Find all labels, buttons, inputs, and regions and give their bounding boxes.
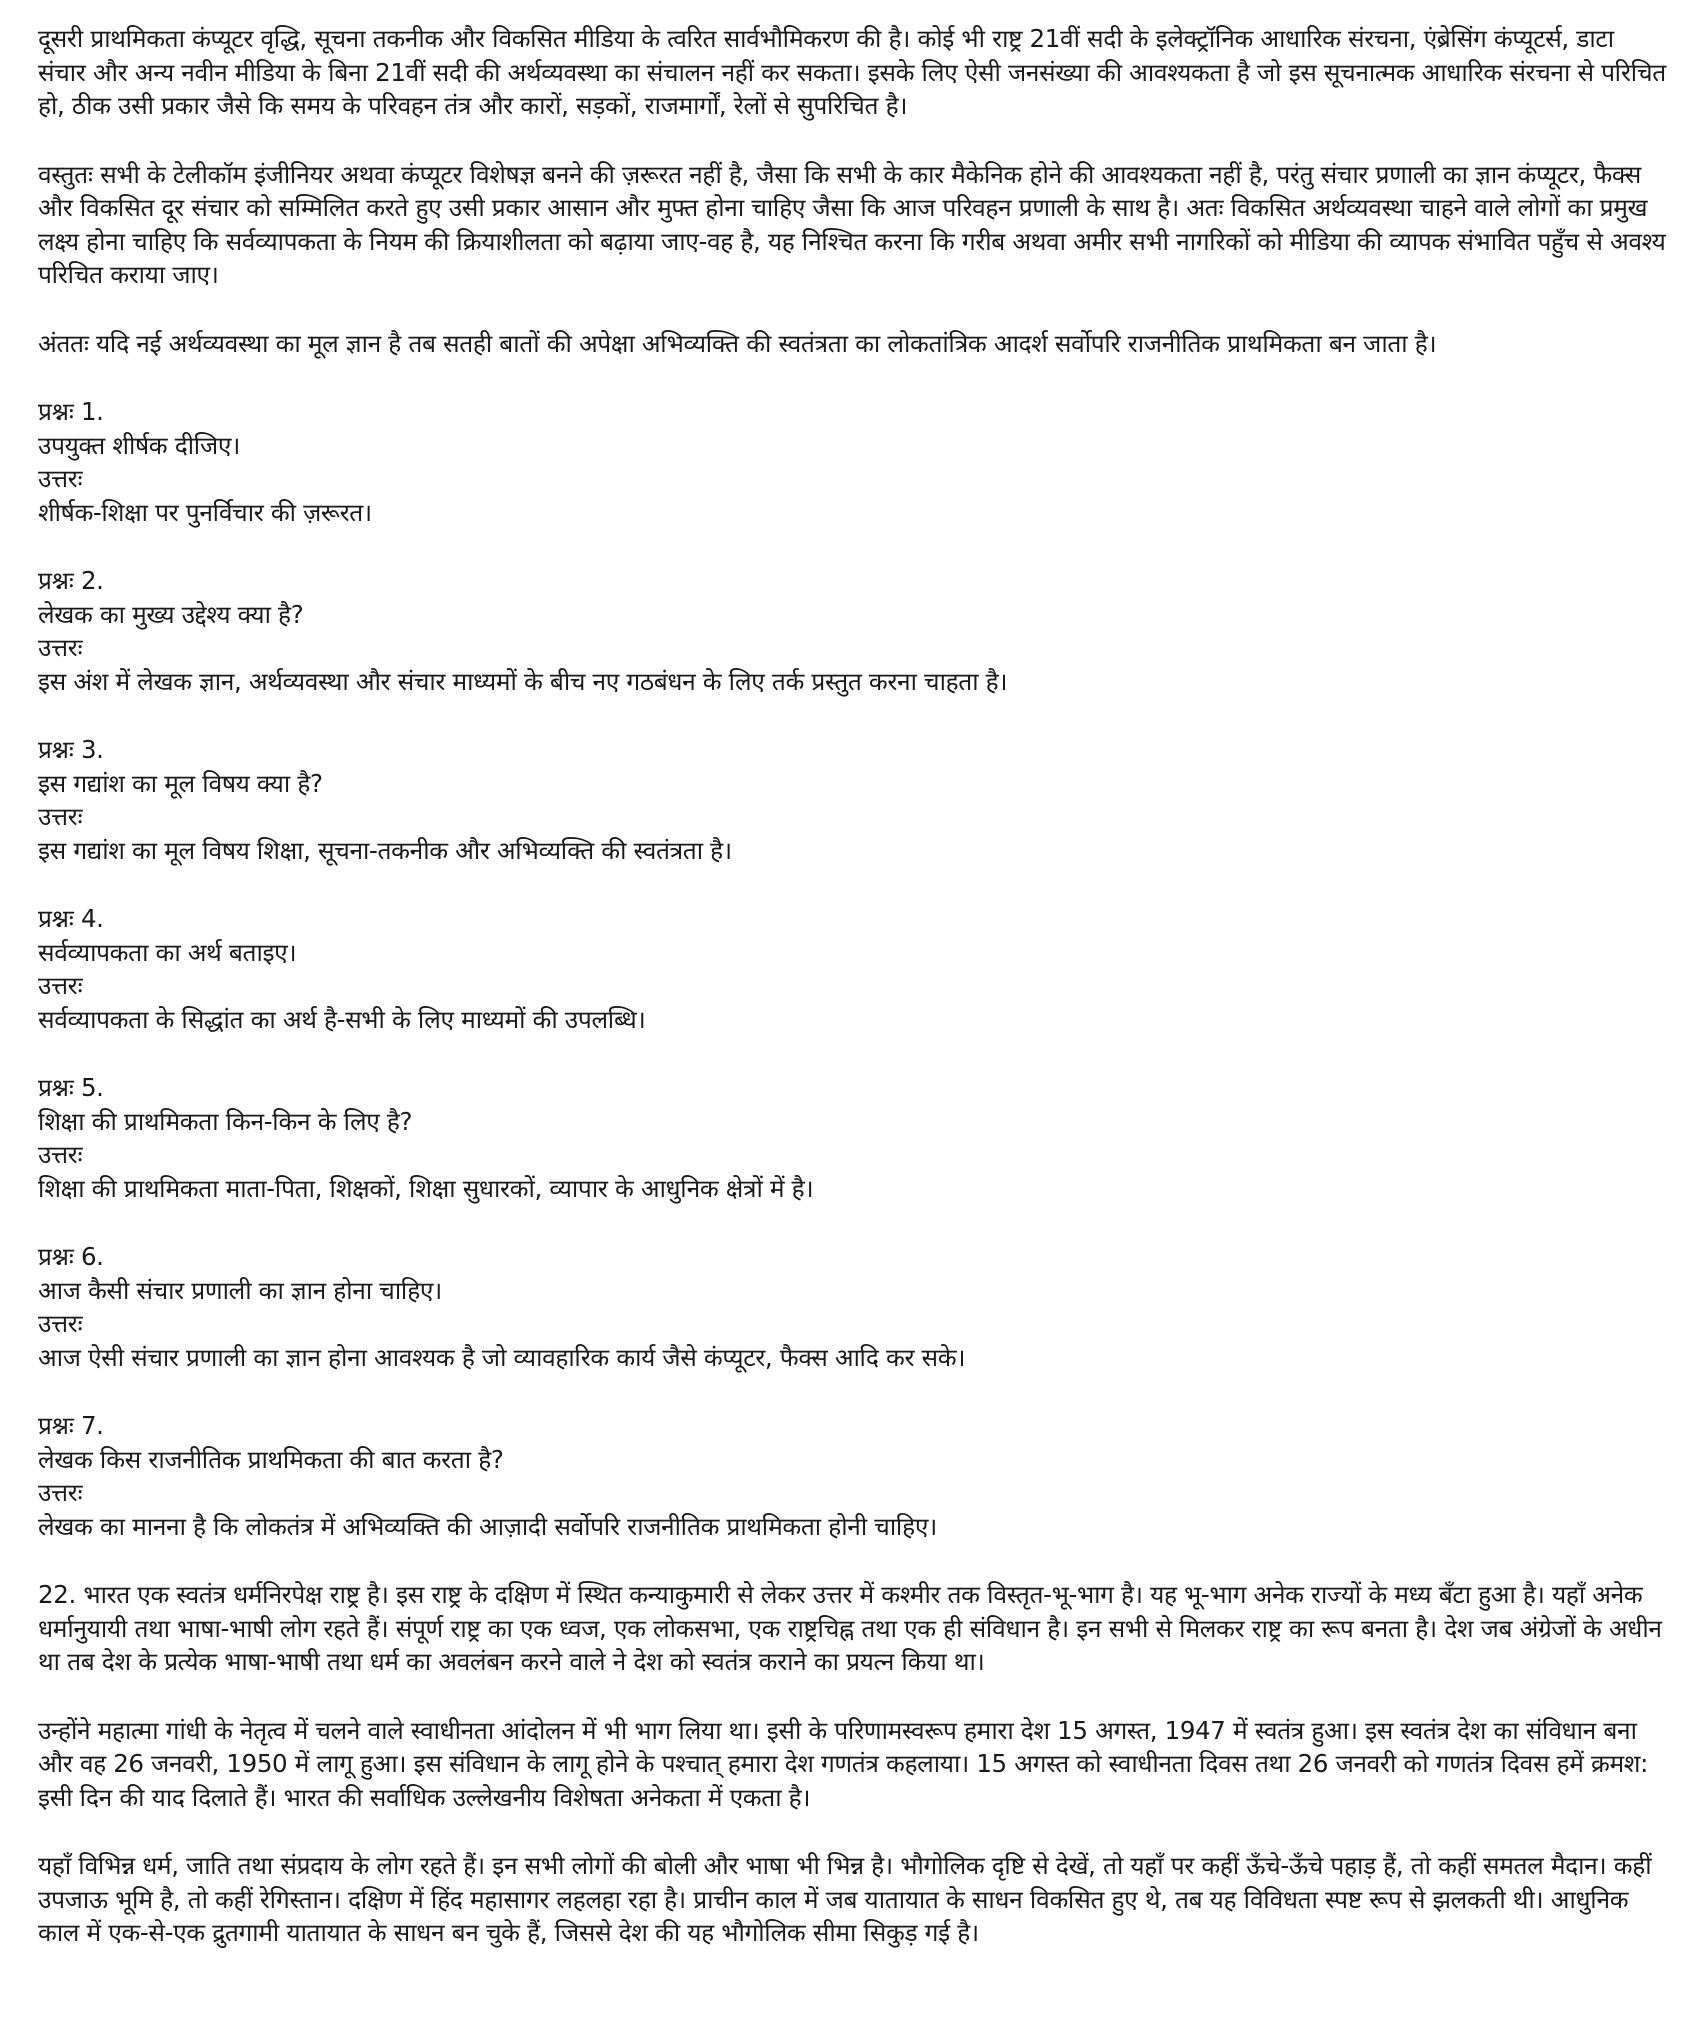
question-block-2 xyxy=(38,564,1666,698)
passage-22-paragraph-2: उन्होंने महात्मा गांधी के नेतृत्व में चलने वाले स्वाधीनता आंदोलन में भी भाग लिया था। इसी के परिणामस्वरूप हमारा देश 15 अगस्त, 1947 में स्वतंत्र हुआ। इस स्वतंत्र देश का संविधान बना और वह 26 जनवरी, 1950 में लागू हुआ। इस संविधान के लागू होने के पश्चात् हमारा देश गणतंत्र कहलाया। 15 अगस्त को स्वाधीनता दिवस तथा 26 जनवरी को गणतंत्र दिवस हमें क्रमश: इसी दिन की याद दिलाते हैं। भारत की सर्वाधिक उल्लेखनीय विशेषता अनेकता में एकता है। xyxy=(38,1715,1648,1812)
passage-paragraph-3: अंततः यदि नई अर्थव्यवस्था का मूल ज्ञान है तब सतही बातों की अपेक्षा अभिव्यक्ति की स्वतंत्रता का लोकतांत्रिक आदर्श सर्वोपरि राजनीतिक प्राथमिकता बन जाता है। xyxy=(38,328,1437,358)
passage-paragraph-1: दूसरी प्राथमिकता कंप्यूटर वृद्धि, सूचना तकनीक और विकसित मीडिया के त्वरित सार्वभौमिकरण की है। कोई भी राष्ट्र 21वीं सदी के इलेक्ट्रॉनिक आधारिक संरचना, एंब्रेसिंग कंप्यूटर्स, डाटा संचार और अन्य नवीन मीडिया के बिना 21वीं सदी की अर्थव्यवस्था का संचालन नहीं कर सकता। इसके लिए ऐसी जनसंख्या की आवश्यकता है जो इस सूचनात्मक आधारिक संरचना से परिचित हो, ठीक उसी प्रकार जैसे कि समय के परिवहन तंत्र और कारों, सड़कों, राजमार्गों, रेलों से सुपरिचित है। xyxy=(38,24,1666,120)
document-page xyxy=(38,22,1666,1950)
question-text: उपयुक्त शीर्षक दीजिए। xyxy=(38,430,241,460)
question-number: प्रश्नः 5. xyxy=(38,1073,104,1102)
answer-label: उत्तरः xyxy=(38,971,83,1000)
question-block-1 xyxy=(38,395,1666,529)
answer-label: उत्तरः xyxy=(38,1309,83,1338)
answer-label: उत्तरः xyxy=(38,1140,83,1169)
question-block-5 xyxy=(38,1071,1666,1205)
answer-text: आज ऐसी संचार प्रणाली का ज्ञान होना आवश्यक है जो व्यावहारिक कार्य जैसे कंप्यूटर, फैक्स आदि कर सके। xyxy=(38,1342,966,1372)
answer-text: इस अंश में लेखक ज्ञान, अर्थव्यवस्था और संचार माध्यमों के बीच नए गठबंधन के लिए तर्क प्रस्तुत करना चाहता है। xyxy=(38,666,1008,696)
answer-label: उत्तरः xyxy=(38,1478,83,1507)
answer-label: उत्तरः xyxy=(38,802,83,831)
question-text: इस गद्यांश का मूल विषय क्या है? xyxy=(38,768,323,798)
answer-text: शीर्षक-शिक्षा पर पुनर्विचार की ज़रूरत। xyxy=(38,497,372,527)
answer-label: उत्तरः xyxy=(38,633,83,662)
question-block-3 xyxy=(38,733,1666,867)
question-text: सर्वव्यापकता का अर्थ बताइए। xyxy=(38,937,297,967)
question-number: प्रश्नः 7. xyxy=(38,1411,104,1440)
passage-22-paragraph-1: 22. भारत एक स्वतंत्र धर्मनिरपेक्ष राष्ट्र है। इस राष्ट्र के दक्षिण में स्थित कन्याकुमारी से लेकर उत्तर में कश्मीर तक विस्तृत-भू-भाग है। यह भू-भाग अनेक राज्यों के मध्य बँटा हुआ है। यहाँ अनेक धर्मानुयायी तथा भाषा-भाषी लोग रहते हैं। संपूर्ण राष्ट्र का एक ध्वज, एक लोकसभा, एक राष्ट्रचिह्न तथा एक ही संविधान है। इन सभी से मिलकर राष्ट्र का रूप बनता है। देश जब अंग्रेजों के अधीन था तब देश के प्रत्येक भाषा-भाषी तथा धर्म का अवलंबन करने वाले ने देश को स्वतंत्र कराने का प्रयत्न किया था। xyxy=(38,1580,1662,1676)
question-block-7 xyxy=(38,1409,1666,1543)
question-number: प्रश्नः 1. xyxy=(38,397,104,426)
question-block-6 xyxy=(38,1240,1666,1374)
question-text: आज कैसी संचार प्रणाली का ज्ञान होना चाहिए। xyxy=(38,1275,442,1305)
question-number: प्रश्नः 3. xyxy=(38,735,104,764)
question-number: प्रश्नः 2. xyxy=(38,566,104,595)
answer-text: शिक्षा की प्राथमिकता माता-पिता, शिक्षकों, शिक्षा सुधारकों, व्यापार के आधुनिक क्षेत्रों में है। xyxy=(38,1173,814,1203)
passage-paragraph-2: वस्तुतः सभी के टेलीकॉम इंजीनियर अथवा कंप्यूटर विशेषज्ञ बनने की ज़रूरत नहीं है, जैसा कि सभी के कार मैकेनिक होने की आवश्यकता नहीं है, परंतु संचार प्रणाली का ज्ञान कंप्यूटर, फैक्स और विकसित दूर संचार को सम्मिलित करते हुए उसी प्रकार आसान और मुफ्त होना चाहिए जैसा कि आज परिवहन प्रणाली के साथ है। अतः विकसित अर्थव्यवस्था चाहने वाले लोगों का प्रमुख लक्ष्य होना चाहिए कि सर्वव्यापकता के नियम की क्रियाशीलता को बढ़ाया जाए-वह है, यह निश्चित करना कि गरीब अथवा अमीर सभी नागरिकों को मीडिया की व्यापक संभावित पहुँच से अवश्य परिचित कराया जाए। xyxy=(38,159,1666,289)
answer-text: सर्वव्यापकता के सिद्धांत का अर्थ है-सभी के लिए माध्यमों की उपलब्धि। xyxy=(38,1004,646,1034)
question-text: लेखक किस राजनीतिक प्राथमिकता की बात करता है? xyxy=(38,1444,504,1474)
question-text: शिक्षा की प्राथमिकता किन-किन के लिए है? xyxy=(38,1106,413,1136)
question-number: प्रश्नः 4. xyxy=(38,904,104,933)
passage-22-paragraph-3: यहाँ विभिन्न धर्म, जाति तथा संप्रदाय के लोग रहते हैं। इन सभी लोगों की बोली और भाषा भी भिन्न है। भौगोलिक दृष्टि से देखें, तो यहाँ पर कहीं ऊँचे-ऊँचे पहाड़ हैं, तो कहीं समतल मैदान। कहीं उपजाऊ भूमि है, तो कहीं रेगिस्तान। दक्षिण में हिंद महासागर लहलहा रहा है। प्राचीन काल में जब यातायात के साधन विकसित हुए थे, तब यह विविधता स्पष्ट रूप से झलकती थी। आधुनिक काल में एक-से-एक द्रुतगामी यातायात के साधन बन चुके हैं, जिससे देश की यह भौगोलिक सीमा सिकुड़ गई है। xyxy=(38,1851,1652,1947)
question-number: प्रश्नः 6. xyxy=(38,1242,104,1271)
answer-label: उत्तरः xyxy=(38,464,83,493)
answer-text: इस गद्यांश का मूल विषय शिक्षा, सूचना-तकनीक और अभिव्यक्ति की स्वतंत्रता है। xyxy=(38,835,732,865)
question-block-4 xyxy=(38,902,1666,1036)
question-text: लेखक का मुख्य उद्देश्य क्या है? xyxy=(38,599,304,629)
answer-text: लेखक का मानना है कि लोकतंत्र में अभिव्यक्ति की आज़ादी सर्वोपरि राजनीतिक प्राथमिकता होनी चाहिए। xyxy=(38,1511,937,1541)
